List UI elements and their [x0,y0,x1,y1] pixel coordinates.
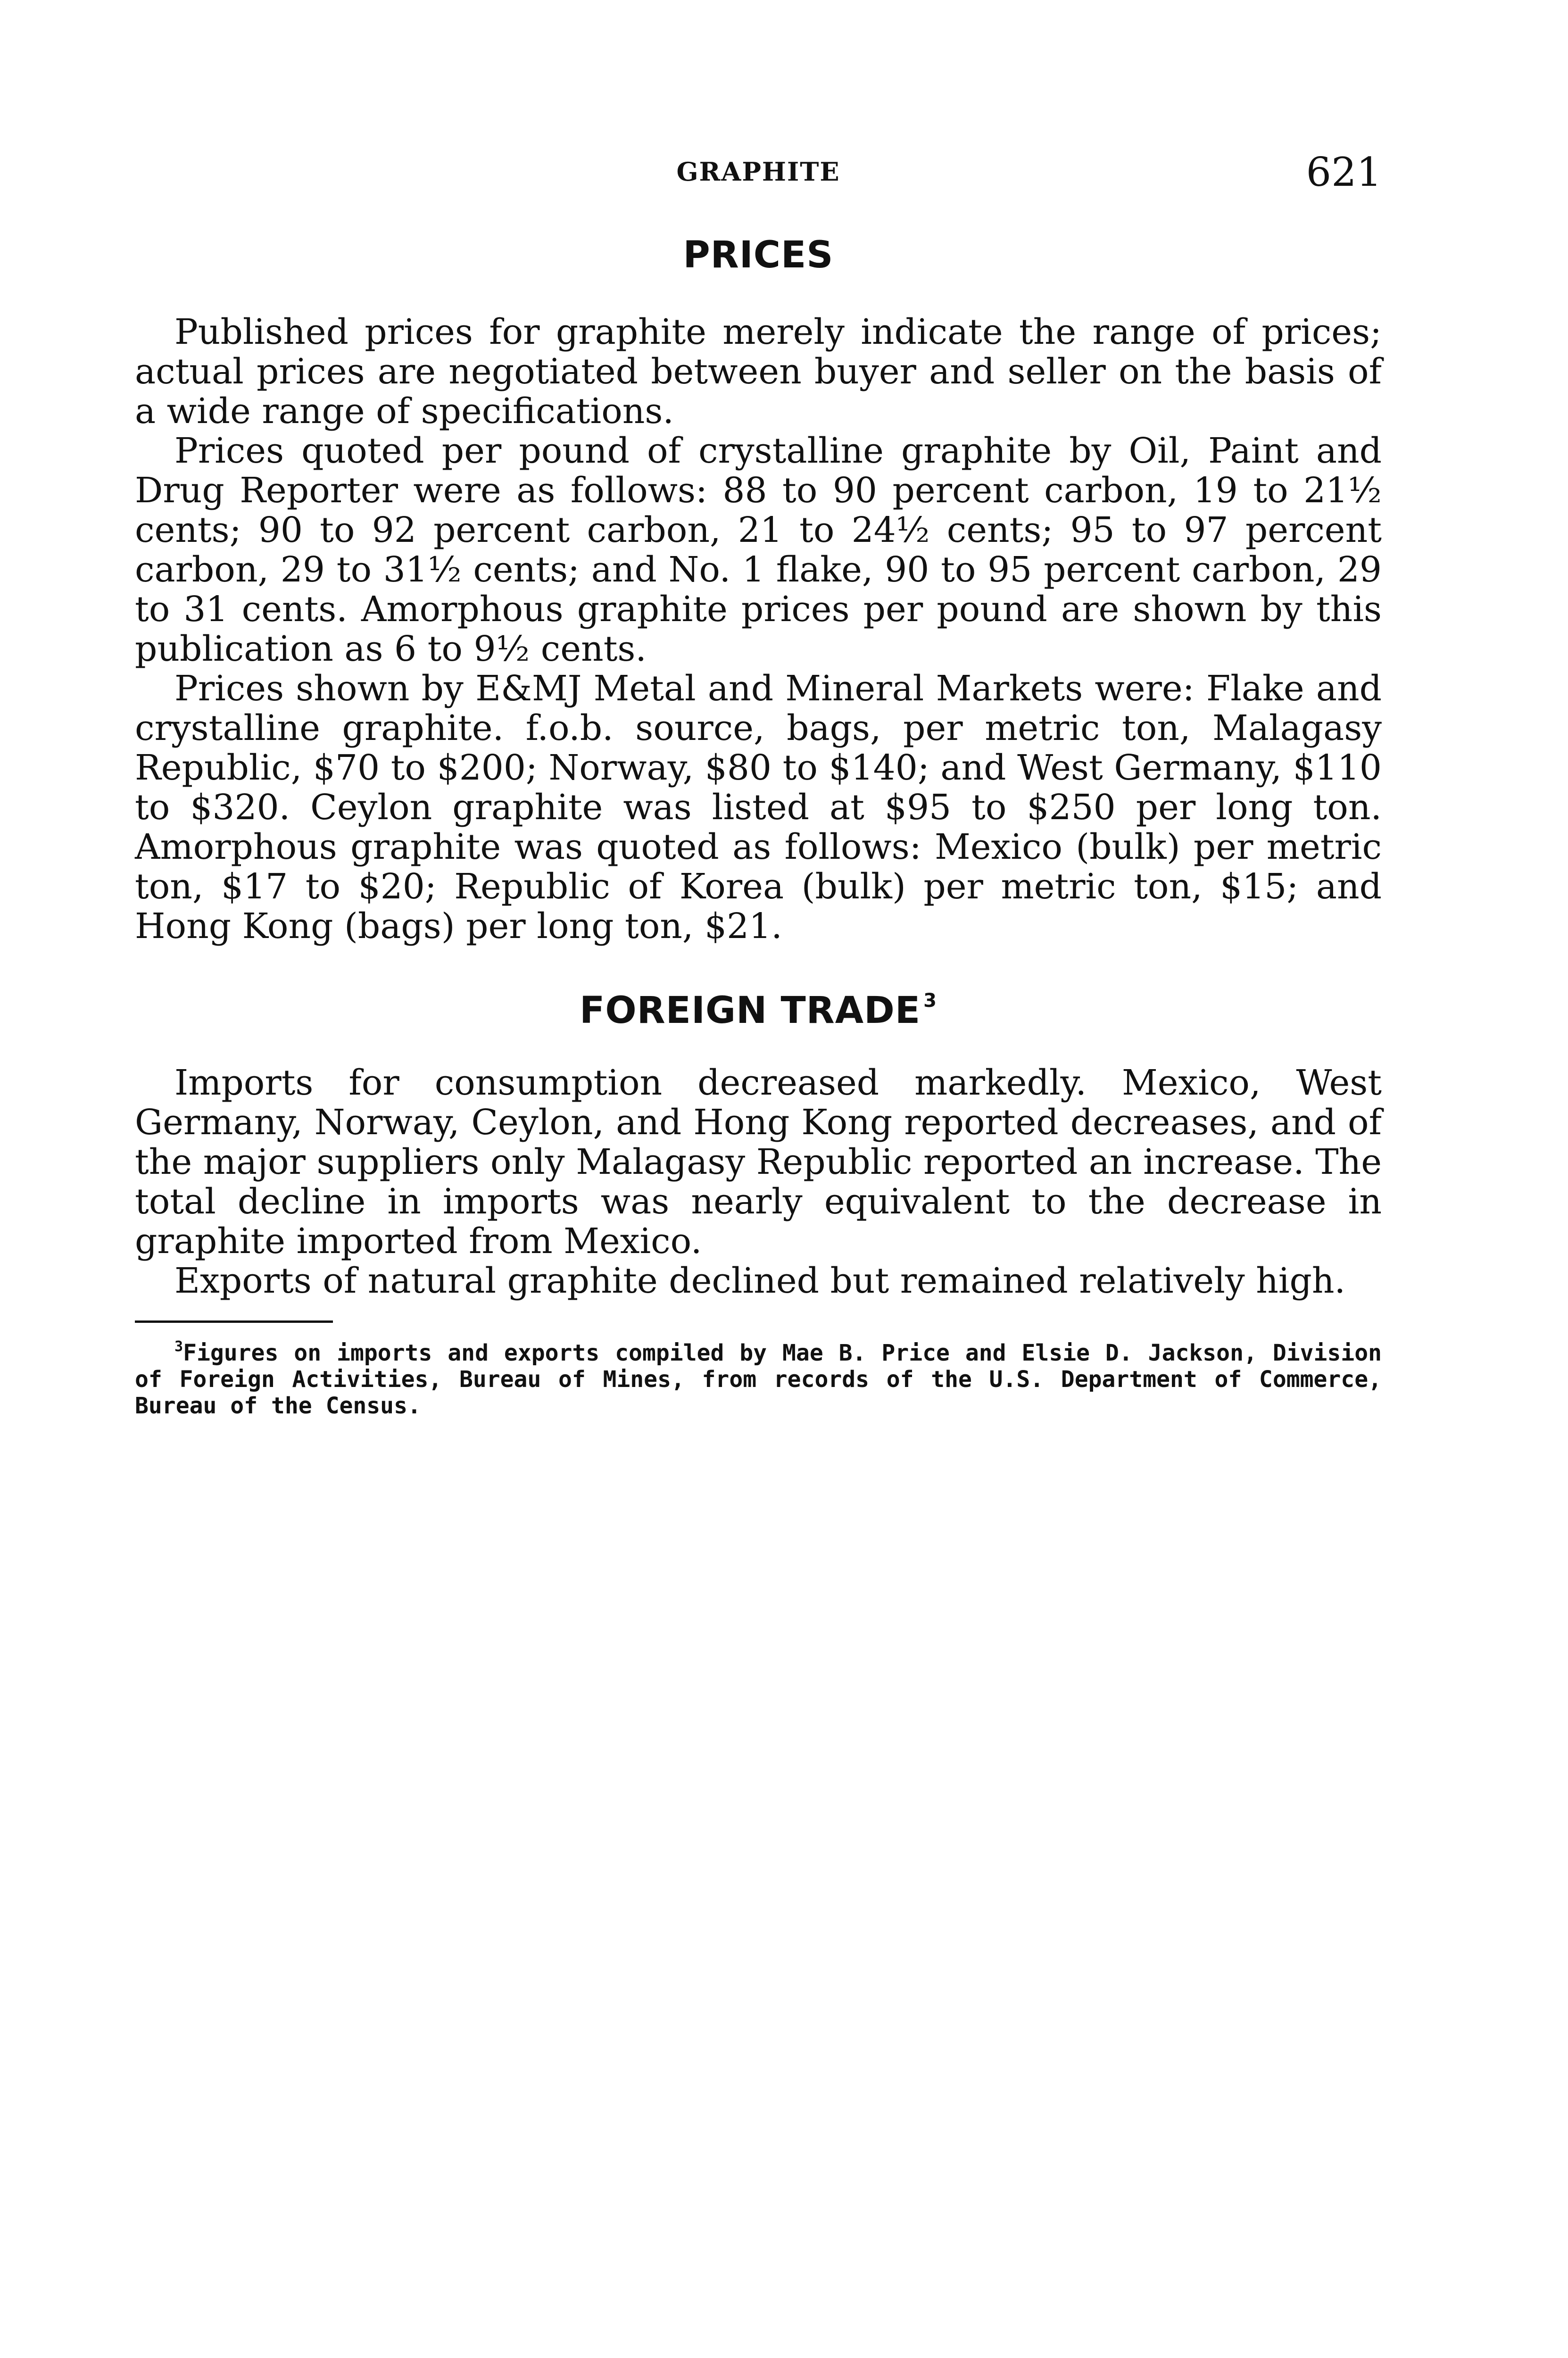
running-title: GRAPHITE [676,157,840,187]
footnote-text: Figures on imports and exports compiled by Mae B. Price and Elsie D. Jackson, Division of Foreign Activities, Bureau of Mines, from records of the U.S. Department of Commerce, Bureau of the Census. [135,1340,1382,1419]
prices-heading-text: PRICES [683,234,834,276]
prices-paragraph-3: Prices shown by E&MJ Metal and Mineral Markets were: Flake and crystalline graphite. f.o.b. source, bags, per metric ton, Malagasy Republic, $70 to $200; Norway, $80 to $140; and West Germany, $110 to $320. Ceylon graphite was listed at $95 to $250 per long ton. Amorphous graphite was quoted as follows: Mexico (bulk) per metric ton, $17 to $20; Republic of Korea (bulk) per metric ton, $15; and Hong Kong (bags) per long ton, $21. [135,668,1382,947]
prices-paragraph-1: Published prices for graphite merely indicate the range of prices; actual prices are negotiated between buyer and seller on the basis of a wide range of specifications. [135,312,1382,432]
foreign-trade-paragraph-1: Imports for consumption decreased markedly. Mexico, West Germany, Norway, Ceylon, and Hong Kong reported decreases, and of the major suppliers only Malagasy Republic reported an increase. The total decline in imports was nearly equivalent to the decrease in graphite imported from Mexico. [135,1063,1382,1262]
foreign-trade-heading-text: FOREIGN TRADE [580,989,921,1032]
document-page [135,0,1382,2358]
prices-paragraph-2: Prices quoted per pound of crystalline graphite by Oil, Paint and Drug Reporter were as follows: 88 to 90 percent carbon, 19 to 21½ cents; 90 to 92 percent carbon, 21 to 24½ cents; 95 to 97 percent carbon, 29 to 31½ cents; and No. 1 flake, 90 to 95 percent carbon, 29 to 31 cents. Amorphous graphite prices per pound are shown by this publication as 6 to 9½ cents. [135,431,1382,669]
prices-heading [135,234,1382,276]
page-number: 621 [1306,149,1382,195]
footnote-rule [135,1320,333,1323]
prices-section [135,312,1382,946]
footnote [135,1334,1382,1419]
running-head [135,149,1382,196]
foreign-trade-paragraph-2: Exports of natural graphite declined but remained relatively high. [174,1261,1346,1301]
footnote-reference: 3 [923,990,937,1012]
footnote-marker: 3 [174,1338,183,1355]
foreign-trade-heading [135,989,1382,1032]
foreign-trade-section [135,1063,1382,1301]
